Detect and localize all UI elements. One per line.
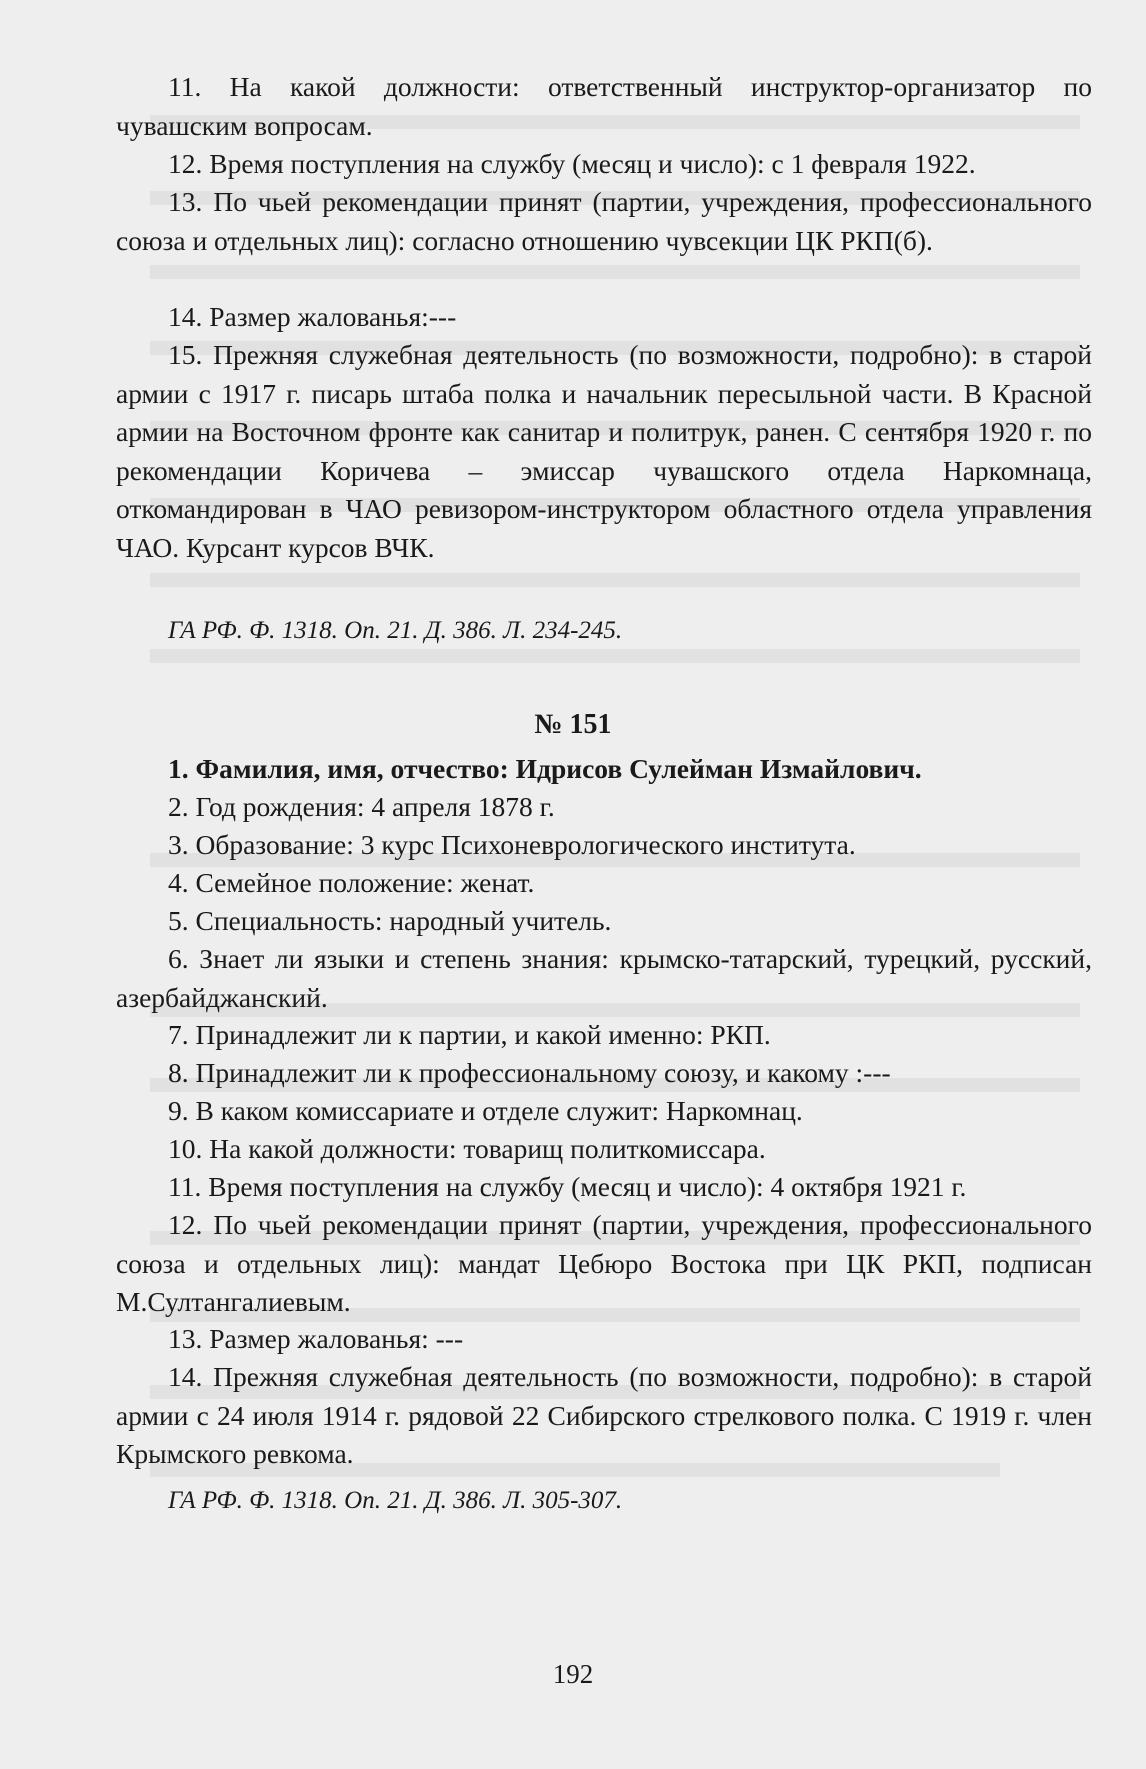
paragraph-15-previous-service: 15. Прежняя служебная деятельность (по возможности, подробно): в старой армии с 1917 г. писарь штаба полка и начальник пересыльной части. В Красной армии на Восточном фронте как санитар и политрук, ранен. С сентября 1920 г. по рекомендации Коричева – эмиссар чувашского отдела Наркомнаца, откомандирован в ЧАО ревизором-инструктором областного отдела управления ЧАО. Курсант курсов ВЧК. bbox=[116, 339, 1092, 563]
paragraph-11-position: 11. На какой должности: ответственный инструктор-организатор по чувашским вопросам. bbox=[116, 71, 1092, 141]
field-marital-status: 4. Семейное положение: женат. bbox=[168, 867, 535, 898]
page-number: 192 bbox=[552, 1659, 594, 1689]
field-previous-service: 14. Прежняя служебная деятельность (по возможности, подробно): в старой армии с 24 июля 1914 г. рядовой 22 Сибирского стрелкового полка. С 1919 г. член Крымского ревкома. bbox=[116, 1361, 1092, 1469]
field-education: 3. Образование: 3 курс Психоневрологического института. bbox=[168, 829, 856, 860]
field-start-date: 11. Время поступления на службу (месяц и число): 4 октября 1921 г. bbox=[168, 1171, 967, 1202]
paragraph-14-salary: 14. Размер жалованья:--- bbox=[168, 301, 457, 332]
field-full-name: 1. Фамилия, имя, отчество: Идрисов Сулейман Измайлович. bbox=[168, 753, 922, 784]
paragraph-13-recommendation: 13. По чьей рекомендации принят (партии, учреждения, профессионального союза и отдельных лиц): согласно отношению чувсекции ЦК РКП(б). bbox=[116, 186, 1092, 256]
field-specialty: 5. Специальность: народный учитель. bbox=[168, 905, 612, 936]
field-recommendation: 12. По чьей рекомендации принят (партии, учреждения, профессионального союза и отдельных лиц): мандат Цебюро Востока при ЦК РКП, подписан М.Султангалиевым. bbox=[116, 1209, 1092, 1317]
field-salary: 13. Размер жалованья: --- bbox=[168, 1323, 464, 1354]
document-number-heading: № 151 bbox=[534, 709, 612, 740]
paragraph-12-start-date: 12. Время поступления на службу (месяц и число): с 1 февраля 1922. bbox=[168, 148, 976, 179]
field-position: 10. На какой должности: товарищ политкомиссара. bbox=[168, 1133, 766, 1164]
archive-source-reference: ГА РФ. Ф. 1318. Оп. 21. Д. 386. Л. 234-245. bbox=[168, 617, 623, 644]
field-languages: 6. Знает ли языки и степень знания: крымско-татарский, турецкий, русский, азербайджанский. bbox=[116, 943, 1092, 1013]
field-party: 7. Принадлежит ли к партии, и какой именно: РКП. bbox=[168, 1019, 771, 1050]
archive-source-reference-151: ГА РФ. Ф. 1318. Оп. 21. Д. 386. Л. 305-307. bbox=[168, 1487, 623, 1514]
field-birth-date: 2. Год рождения: 4 апреля 1878 г. bbox=[168, 791, 555, 822]
field-commissariat: 9. В каком комиссариате и отделе служит: Наркомнац. bbox=[168, 1095, 803, 1126]
field-trade-union: 8. Принадлежит ли к профессиональному союзу, и какому :--- bbox=[168, 1057, 891, 1088]
